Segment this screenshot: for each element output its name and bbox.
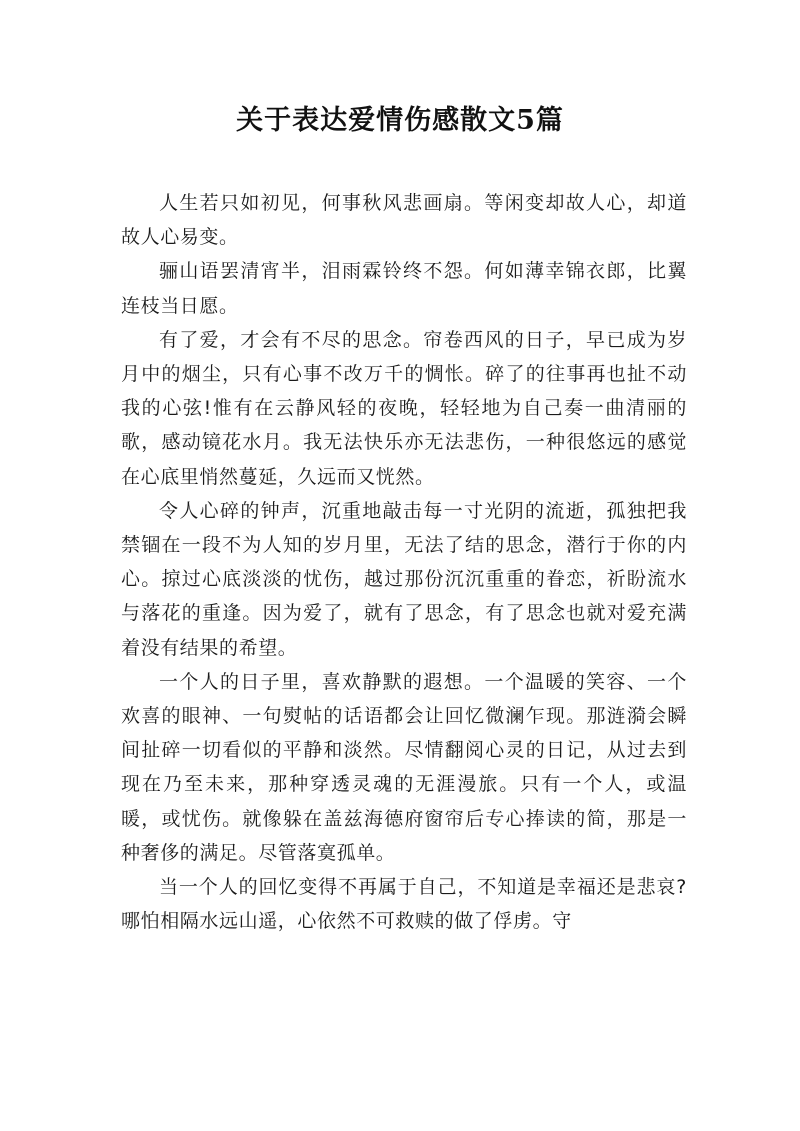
paragraph-1: 人生若只如初见，何事秋风悲画扇。等闲变却故人心，却道故人心易变。: [121, 192, 687, 249]
paragraph-6: 当一个人的回忆变得不再属于自己，不知道是幸福还是悲哀?哪怕相隔水远山遥，心依然不可救赎的做了俘虏。守: [121, 876, 687, 933]
document-title: 关于表达爱情伤感散文5篇: [236, 105, 564, 136]
paragraph-2: 骊山语罢清宵半，泪雨霖铃终不怨。何如薄幸锦衣郎，比翼连枝当日愿。: [121, 260, 687, 317]
document-body: [121, 186, 687, 938]
paragraph-3: 有了爱，才会有不尽的思念。帘卷西风的日子，早已成为岁月中的烟尘，只有心事不改万千的惆怅。碎了的往事再也扯不动我的心弦!惟有在云静风轻的夜晚，轻轻地为自己奏一曲清丽的歌，感动镜花水月。我无法快乐亦无法悲伤，一种很悠远的感觉在心底里悄然蔓延，久远而又恍然。: [121, 328, 687, 488]
paragraph-5: 一个人的日子里，喜欢静默的遐想。一个温暖的笑容、一个欢喜的眼神、一句熨帖的话语都会让回忆微澜乍现。那涟漪会瞬间扯碎一切看似的平静和淡然。尽情翻阅心灵的日记，从过去到现在乃至未来，那种穿透灵魂的无涯漫旅。只有一个人，或温暖，或忧伤。就像躲在盖兹海德府窗帘后专心捧读的简，那是一种奢侈的满足。尽管落寞孤单。: [121, 670, 687, 864]
paragraph-4: 令人心碎的钟声，沉重地敲击每一寸光阴的流逝，孤独把我禁锢在一段不为人知的岁月里，无法了结的思念，潜行于你的内心。掠过心底淡淡的忧伤，越过那份沉沉重重的眷恋，祈盼流水与落花的重逢。因为爱了，就有了思念，有了思念也就对爱充满着没有结果的希望。: [121, 499, 687, 659]
